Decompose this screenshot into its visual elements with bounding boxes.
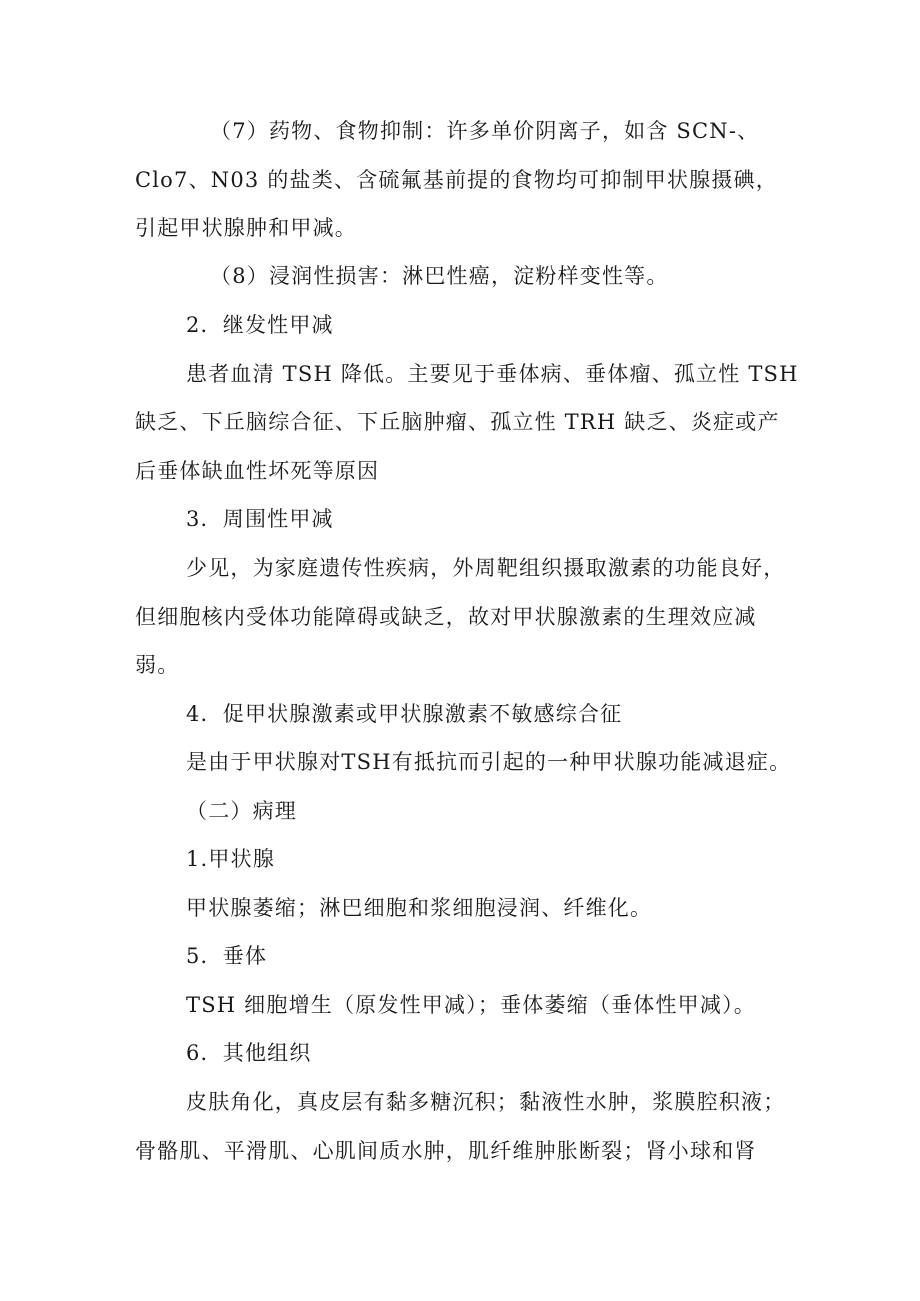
paragraph-line: 甲状腺萎缩；淋巴细胞和浆细胞浸润、纤维化。 bbox=[186, 896, 653, 920]
paragraph-line: 引起甲状腺肿和甲减。 bbox=[135, 216, 357, 240]
section-heading: 1.甲状腺 bbox=[186, 847, 276, 871]
paragraph-line: 皮肤角化，真皮层有黏多糖沉积；黏液性水肿，浆膜腔积液； bbox=[186, 1090, 786, 1114]
paragraph-line: 弱。 bbox=[135, 653, 180, 677]
paragraph-line: （7）药物、食物抑制：许多单价阴离子，如含 SCN-、 bbox=[210, 119, 760, 143]
section-heading: 5．垂体 bbox=[186, 944, 268, 968]
section-heading: 2．继发性甲减 bbox=[186, 313, 334, 337]
paragraph-line: 少见，为家庭遗传性疾病，外周靶组织摄取激素的功能良好， bbox=[186, 556, 786, 580]
paragraph-line: 但细胞核内受体功能障碍或缺乏，故对甲状腺激素的生理效应减 bbox=[135, 605, 757, 629]
section-heading: （二）病理 bbox=[186, 799, 297, 823]
section-heading: 3．周围性甲减 bbox=[186, 507, 334, 531]
paragraph-line: （8）浸润性损害：淋巴性癌，淀粉样变性等。 bbox=[210, 264, 669, 288]
paragraph-line: 缺乏、下丘脑综合征、下丘脑肿瘤、孤立性 TRH 缺乏、炎症或产 bbox=[135, 410, 780, 434]
paragraph-line: TSH 细胞增生（原发性甲减）；垂体萎缩（垂体性甲减）。 bbox=[186, 993, 756, 1017]
paragraph-line: 是由于甲状腺对TSH有抵抗而引起的一种甲状腺功能减退症。 bbox=[186, 750, 792, 774]
paragraph-line: 骨骼肌、平滑肌、心肌间质水肿，肌纤维肿胀断裂；肾小球和肾 bbox=[135, 1139, 757, 1163]
section-heading: 4．促甲状腺激素或甲状腺激素不敏感综合征 bbox=[186, 702, 623, 726]
paragraph-line: 患者血清 TSH 降低。主要见于垂体病、垂体瘤、孤立性 TSH bbox=[186, 362, 799, 386]
section-heading: 6．其他组织 bbox=[186, 1041, 312, 1065]
paragraph-line: Clo7、N03 的盐类、含硫氟基前提的食物均可抑制甲状腺摄碘， bbox=[135, 168, 778, 192]
paragraph-line: 后垂体缺血性坏死等原因 bbox=[135, 459, 380, 483]
